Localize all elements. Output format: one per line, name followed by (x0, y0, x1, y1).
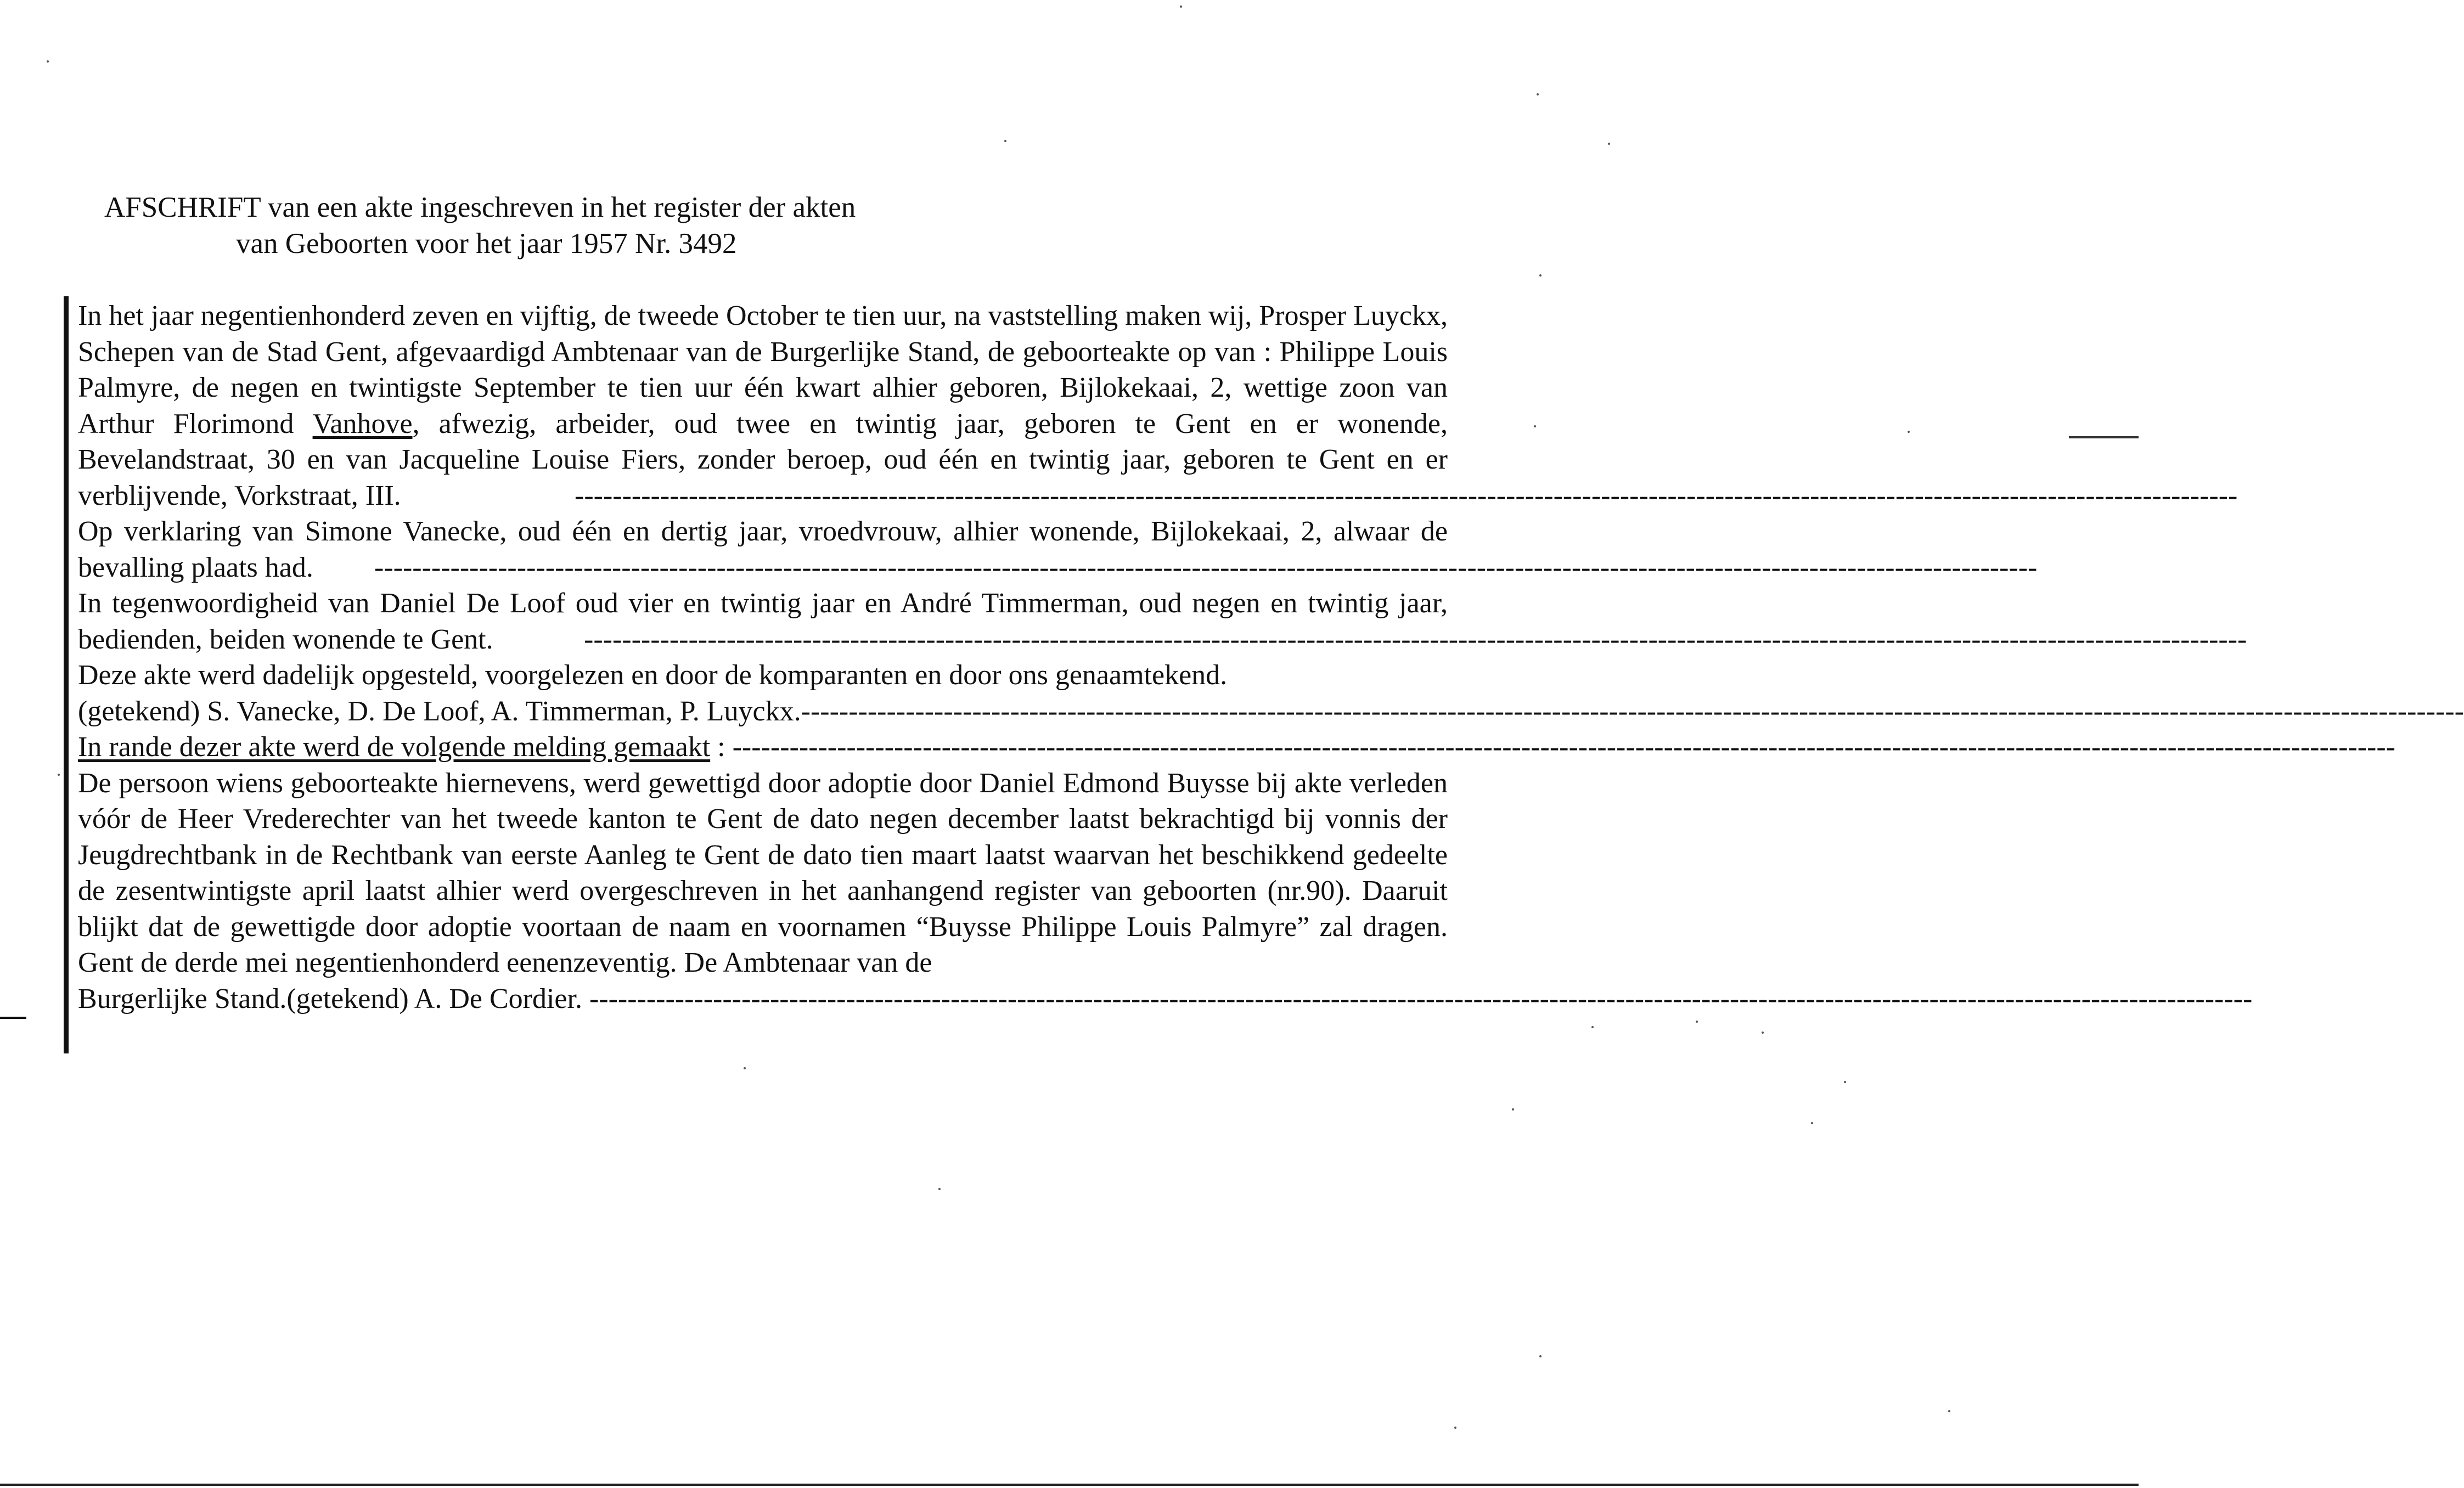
dash-filler-3: ------------------------------------------------------------------------------------------------------------------------------------------------------------------------------- (584, 623, 2247, 655)
scan-speck (744, 1067, 746, 1069)
right-edge-mark (2069, 436, 2139, 438)
signatures-line (78, 694, 2464, 730)
scan-speck (1539, 1355, 1542, 1357)
scan-speck (1534, 425, 1536, 427)
closing-text: Burgerlijke Stand.(getekend) A. De Cordier. (78, 983, 582, 1014)
bottom-scan-edge (0, 1484, 2139, 1486)
father-surname: Vanhove (312, 408, 413, 439)
scan-speck (938, 1188, 941, 1190)
marginal-note-title: In rande dezer akte werd de volgende melding gemaakt (78, 731, 711, 763)
scan-speck (1454, 1427, 1456, 1429)
birth-record-text-2: , afwezig, arbeider, oud twee en twintig jaar, geboren te Gent en er wonende, Bevelandstraat, 30 en van Jacqueline Louise Fiers, zonder beroep, oud één en twintig jaar, geboren te Gent en er verblijvende, Vorkstraat, III. (78, 408, 1448, 511)
scan-speck (1844, 1081, 1846, 1083)
witnesses-text: In tegenwoordigheid van Daniel De Loof oud vier en twintig jaar en André Timmerman, oud negen en twintig jaar, bedienden, beiden wonende te Gent. (78, 588, 1448, 655)
scan-speck (1762, 1032, 1764, 1034)
birth-record-text-1: In het jaar negentienhonderd zeven en vijftig, de tweede October te tien uur, na vaststelling maken wij, Prosper Luyckx, Schepen van de Stad Gent, afgevaardigd Ambtenaar van de Burgerlijke Stand, de geboorteakte op van : Philippe Louis Palmyre, de negen en twintigste September te tien uur één kwart alhier geboren, Bijlokekaai, 2, wettige zoon van Arthur Florimond (78, 300, 1448, 439)
scan-speck (1537, 93, 1539, 95)
adoption-note-text: De persoon wiens geboorteakte hiernevens, werd gewettigd door adoptie door Daniel Edmond Buysse bij akte verleden vóór de Heer Vrederechter van het tweede kanton te Gent de dato negen december laatst bekrachtigd bij vonnis der Jeugdrechtbank in de Rechtbank van eerste Aanleg te Gent de dato tien maart laatst waarvan het beschikkend gedeelte de zesentwintigste april laatst alhier werd overgeschreven in het aanhangend register van geboorten (nr.90). Daaruit blijkt dat de gewettigde door adoptie voortaan de naam en voornamen “Buysse Philippe Louis Palmyre” zal dragen. Gent de derde mei negentienhonderd eenenzeventig. De Ambtenaar van de (78, 767, 1448, 978)
marginal-note-colon: : (710, 731, 733, 763)
document-header (104, 189, 927, 262)
scan-speck (1948, 1410, 1950, 1412)
document-body (78, 298, 2464, 1017)
header-line-1: AFSCHRIFT van een akte ingeschreven in het register der akten (104, 191, 856, 223)
scan-speck (1539, 274, 1542, 277)
scan-speck (1512, 1108, 1514, 1111)
scan-speck (47, 60, 49, 63)
dash-filler-1: ------------------------------------------------------------------------------------------------------------------------------------------------------------------------------- (575, 480, 2238, 511)
header-line-2: van Geboorten voor het jaar 1957 Nr. 3492 (236, 228, 737, 260)
scan-speck (1591, 1026, 1594, 1028)
closing-line (78, 981, 2253, 1017)
declaration-text: Op verklaring van Simone Vanecke, oud één en dertig jaar, vroedvrouw, alhier wonende, Bijlokekaai, 2, alwaar de bevalling plaats had. (78, 516, 1448, 583)
scan-speck (1180, 5, 1182, 8)
scan-speck (1696, 1021, 1698, 1023)
left-edge-mark (0, 1017, 26, 1019)
scan-speck (1004, 140, 1006, 142)
dash-filler-6: ------------------------------------------------------------------------------------------------------------------------------------------------------------------------------- (589, 983, 2253, 1014)
scan-speck (1811, 1122, 1813, 1124)
scan-speck (1908, 431, 1910, 433)
dash-filler-2: ------------------------------------------------------------------------------------------------------------------------------------------------------------------------------- (374, 551, 2038, 583)
marginal-note-heading (78, 729, 2395, 765)
scan-speck (58, 774, 60, 776)
dash-filler-4: ------------------------------------------------------------------------------------------------------------------------------------------------------------------------------- (801, 695, 2464, 727)
signing-text: Deze akte werd dadelijk opgesteld, voorgelezen en door de komparanten en door ons genaamtekend. (78, 660, 1228, 691)
paragraph-signing (78, 657, 1448, 694)
signatures-text: (getekend) S. Vanecke, D. De Loof, A. Timmerman, P. Luyckx. (78, 695, 801, 727)
paragraph-adoption-note (78, 765, 1448, 981)
scan-speck (1608, 143, 1610, 145)
margin-bar (64, 296, 69, 1053)
dash-filler-5: ------------------------------------------------------------------------------------------------------------------------------------------------------------------------------- (732, 731, 2395, 763)
